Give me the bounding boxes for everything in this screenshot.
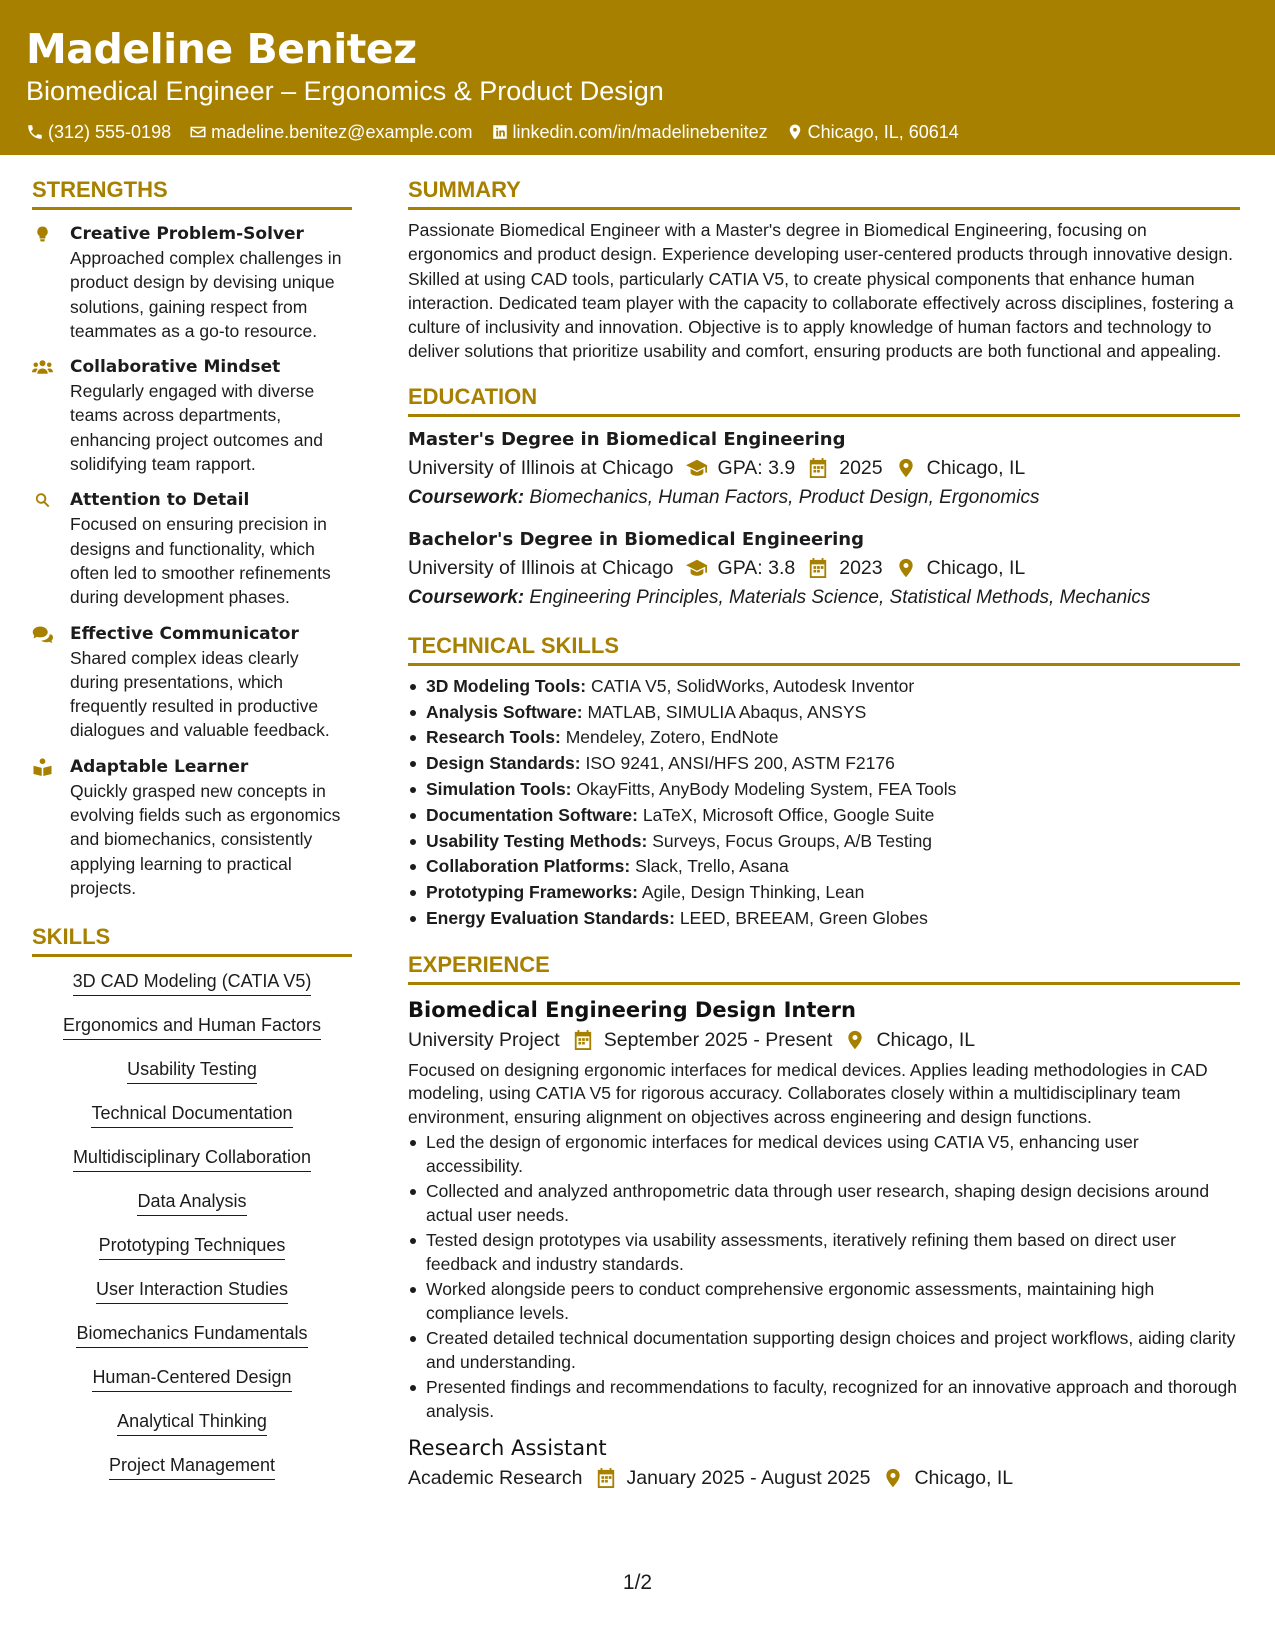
skill-values: ISO 9241, ANSI/HFS 200, ASTM F2176 <box>585 753 895 774</box>
skill-category: Usability Testing Methods: <box>426 830 648 851</box>
email-address: madeline.benitez@example.com <box>211 122 473 142</box>
skill-category: Collaboration Platforms: <box>426 856 631 877</box>
school-location: Chicago, IL <box>926 556 1026 579</box>
skill-category: Research Tools: <box>426 727 561 748</box>
skill-values: Agile, Design Thinking, Lean <box>641 882 865 903</box>
technical-skills-heading: TECHNICAL SKILLS <box>408 631 1240 666</box>
phone-number: (312) 555-0198 <box>48 122 172 142</box>
map-pin-icon <box>895 558 917 578</box>
degree-title: Bachelor's Degree in Biomedical Engineering <box>408 528 864 550</box>
list-item: Presented findings and recommendations to faculty, recognized for an innovative approach and thorough analysis. <box>408 1376 1240 1423</box>
candidate-name: Madeline Benitez <box>26 25 417 73</box>
school-name: University of Illinois at Chicago <box>408 556 674 579</box>
contact-phone <box>26 120 171 144</box>
strength-title: Effective Communicator <box>70 623 299 644</box>
graduation-year: 2023 <box>839 556 883 579</box>
job-meta <box>408 1463 1240 1493</box>
map-pin-icon <box>895 458 917 478</box>
strength-description: Approached complex challenges in product design by devising unique solutions, gaining respect from teammates as a go-to resource. <box>70 248 342 341</box>
job-dates: September 2025 - Present <box>603 1028 833 1051</box>
lightbulb-icon <box>32 225 53 243</box>
list-item <box>408 725 1240 751</box>
list-item <box>408 777 1240 803</box>
skill-values: OkayFitts, AnyBody Modeling System, FEA Tools <box>576 778 957 799</box>
map-pin-icon <box>882 1468 904 1488</box>
list-item <box>408 880 1240 906</box>
list-item <box>408 906 1240 932</box>
strength-item <box>32 755 352 900</box>
gpa-value: GPA: 3.8 <box>717 556 796 579</box>
map-pin-icon <box>844 1030 866 1050</box>
skill-category: Analysis Software: <box>426 701 583 722</box>
strength-description: Regularly engaged with diverse teams across departments, enhancing project outcomes and solidifying team rapport. <box>70 381 323 475</box>
education-meta <box>408 453 1240 483</box>
job-meta <box>408 1025 1240 1055</box>
skill-values: CATIA V5, SolidWorks, Autodesk Inventor <box>590 675 915 696</box>
list-item: Created detailed technical documentation supporting design choices and project workflows, aiding clarity and understanding. <box>408 1327 1240 1374</box>
list-item: Led the design of ergonomic interfaces for medical devices using CATIA V5, enhancing user accessibility. <box>408 1131 1240 1178</box>
skill-values: Mendeley, Zotero, EndNote <box>565 727 779 748</box>
list-item <box>408 700 1240 726</box>
skill-tag: Human-Centered Design <box>92 1365 291 1392</box>
skill-tag: User Interaction Studies <box>96 1277 288 1304</box>
strength-title: Attention to Detail <box>70 490 250 511</box>
skill-tag: Prototyping Techniques <box>99 1233 286 1260</box>
job-bullets <box>408 1131 1240 1423</box>
skill-tag: Usability Testing <box>127 1057 257 1084</box>
school-name: University of Illinois at Chicago <box>408 456 674 479</box>
strength-title: Creative Problem-Solver <box>70 224 304 244</box>
job-organization: University Project <box>408 1028 560 1051</box>
skills-list <box>32 969 352 1480</box>
map-pin-icon <box>786 123 804 141</box>
calendar-icon <box>807 558 829 578</box>
school-location: Chicago, IL <box>926 456 1026 479</box>
users-icon <box>32 358 53 376</box>
linkedin-url: linkedin.com/in/madelinebenitez <box>512 122 768 142</box>
skill-tag: Ergonomics and Human Factors <box>63 1013 321 1040</box>
skill-values: Surveys, Focus Groups, A/B Testing <box>652 830 933 851</box>
experience-entry <box>408 1433 1240 1493</box>
summary-section <box>408 175 1240 364</box>
skill-tag: Technical Documentation <box>91 1101 292 1128</box>
job-location: Chicago, IL <box>876 1028 976 1051</box>
skill-category: Simulation Tools: <box>426 778 572 799</box>
envelope-icon <box>189 123 207 141</box>
contact-linkedin <box>491 120 768 144</box>
list-item: Collected and analyzed anthropometric data through user research, shaping design decisions around actual user needs. <box>408 1180 1240 1227</box>
skills-heading: SKILLS <box>32 922 352 957</box>
list-item <box>408 829 1240 855</box>
technical-skills-section <box>408 631 1240 932</box>
list-item: Worked alongside peers to conduct comprehensive ergonomic assessments, maintaining high compliance levels. <box>408 1278 1240 1325</box>
gpa-value: GPA: 3.9 <box>717 456 796 479</box>
coursework-label: Coursework: <box>408 486 525 508</box>
calendar-icon <box>572 1030 594 1050</box>
coursework-list: Biomechanics, Human Factors, Product Design, Ergonomics <box>529 486 1040 508</box>
skill-tag: Biomechanics Fundamentals <box>76 1321 307 1348</box>
contact-location <box>786 120 959 144</box>
skill-tag: Analytical Thinking <box>117 1409 267 1436</box>
education-heading: EDUCATION <box>408 382 1240 417</box>
job-location: Chicago, IL <box>914 1467 1014 1490</box>
summary-text: Passionate Biomedical Engineer with a Master's degree in Biomedical Engineering, focusing on ergonomics and product design. Experience developing user-centered products through innovative design. Skilled at using CAD tools, particularly CATIA V5, to create physical components that enhance human interaction. Dedicated team player with the capacity to collaborate effectively across disciplines, fostering a culture of inclusivity and innovation. Objective is to apply knowledge of human factors and technology to deliver solutions that prioritize usability and comfort, ensuring products are both functional and appealing. <box>408 220 1234 362</box>
skill-category: 3D Modeling Tools: <box>426 675 587 696</box>
right-column <box>408 175 1240 1493</box>
coursework <box>408 583 1240 613</box>
skill-tag: Multidisciplinary Collaboration <box>73 1145 311 1172</box>
linkedin-icon <box>491 123 509 141</box>
calendar-icon <box>807 458 829 478</box>
strength-description: Shared complex ideas clearly during presentations, which frequently resulted in productive dialogues and valuable feedback. <box>70 647 330 741</box>
list-item <box>408 751 1240 777</box>
strength-item <box>32 622 352 743</box>
contact-bar <box>26 120 1275 144</box>
candidate-headline: Biomedical Engineer – Ergonomics & Product Design <box>26 76 664 106</box>
strengths-heading: STRENGTHS <box>32 175 352 210</box>
strength-description: Quickly grasped new concepts in evolving fields such as ergonomics and biomechanics, consistently applying learning to practical projects. <box>70 780 341 898</box>
skill-values: MATLAB, SIMULIA Abaqus, ANSYS <box>587 701 867 722</box>
contact-email <box>189 120 472 144</box>
skill-values: LEED, BREEAM, Green Globes <box>679 907 928 928</box>
list-item: Tested design prototypes via usability assessments, iteratively refining them based on direct user feedback and industry standards. <box>408 1229 1240 1276</box>
graduation-year: 2025 <box>839 456 883 479</box>
strength-title: Collaborative Mindset <box>70 357 281 378</box>
resume-header <box>0 0 1275 155</box>
left-column <box>32 175 352 1497</box>
strength-description: Focused on ensuring precision in designs and functionality, which often led to smoother refinements during development phases. <box>70 514 331 608</box>
coursework-label: Coursework: <box>408 586 525 608</box>
skill-tag: Project Management <box>109 1453 275 1480</box>
job-description: Focused on designing ergonomic interfaces for medical devices. Applies leading methodologies in CAD modeling, using CATIA V5 for rigorous accuracy. Collaborates closely within a multidisciplinary team environment, ensuring alignment on objectives across engineering and design functions. <box>408 1059 1208 1127</box>
book-reader-icon <box>32 758 53 776</box>
skill-category: Energy Evaluation Standards: <box>426 907 675 928</box>
job-organization: Academic Research <box>408 1467 583 1490</box>
experience-entry <box>408 995 1240 1424</box>
experience-section <box>408 950 1240 1494</box>
education-meta <box>408 553 1240 583</box>
strength-item <box>32 222 352 343</box>
job-title <box>408 1433 1240 1463</box>
job-title-text: Biomedical Engineering Design Intern <box>408 997 856 1022</box>
skill-category: Prototyping Frameworks: <box>426 882 638 903</box>
education-entry <box>408 527 1240 613</box>
job-title-text: Research Assistant <box>408 1436 607 1461</box>
strength-item <box>32 488 352 609</box>
list-item <box>408 674 1240 700</box>
chat-bubbles-icon <box>32 625 53 643</box>
job-title <box>408 995 1240 1025</box>
location-text: Chicago, IL, 60614 <box>807 122 959 142</box>
strength-title: Adaptable Learner <box>70 756 249 777</box>
graduation-cap-icon <box>686 558 708 578</box>
list-item <box>408 803 1240 829</box>
job-dates: January 2025 - August 2025 <box>626 1467 871 1490</box>
skill-tag: 3D CAD Modeling (CATIA V5) <box>73 969 312 996</box>
education-section <box>408 382 1240 613</box>
coursework-list: Engineering Principles, Materials Science, Statistical Methods, Mechanics <box>529 586 1151 608</box>
skill-values: LaTeX, Microsoft Office, Google Suite <box>642 804 935 825</box>
coursework <box>408 483 1240 513</box>
experience-heading: EXPERIENCE <box>408 950 1240 985</box>
calendar-icon <box>595 1468 617 1488</box>
summary-heading: SUMMARY <box>408 175 1240 210</box>
list-item <box>408 854 1240 880</box>
phone-icon <box>26 123 44 141</box>
page-number: 1/2 <box>622 1571 653 1594</box>
skill-values: Slack, Trello, Asana <box>635 856 789 877</box>
skill-tag: Data Analysis <box>137 1189 246 1216</box>
technical-skills-list <box>408 674 1240 932</box>
skill-category: Design Standards: <box>426 753 581 774</box>
graduation-cap-icon <box>686 458 708 478</box>
education-entry <box>408 427 1240 513</box>
skill-category: Documentation Software: <box>426 804 638 825</box>
degree-title: Master's Degree in Biomedical Engineering <box>408 428 846 450</box>
magnifier-icon <box>32 491 53 509</box>
strength-item <box>32 355 352 476</box>
